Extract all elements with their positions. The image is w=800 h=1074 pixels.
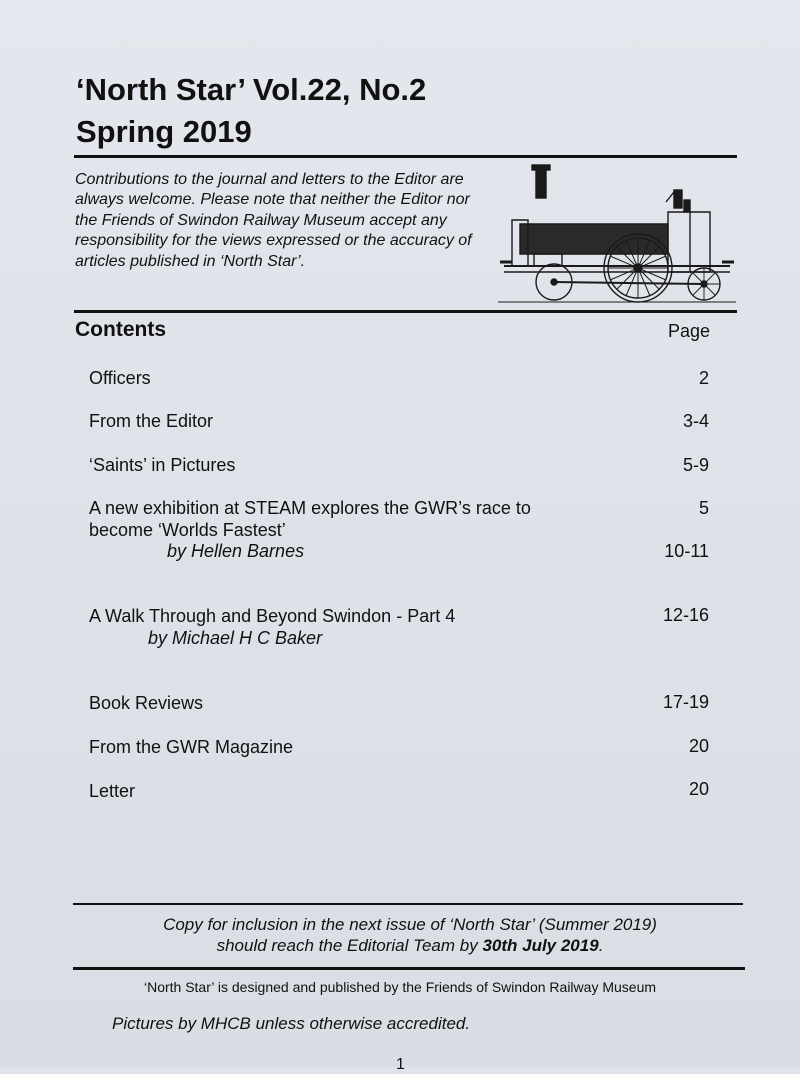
notice-top-rule <box>73 903 743 905</box>
contents-page-letter: 20 <box>688 779 709 799</box>
contents-entry-letter: Letter <box>89 781 136 801</box>
journal-title: ‘North Star’ Vol.22, No.2 <box>76 72 427 107</box>
footer-rule <box>73 967 745 970</box>
page-column-heading: Page <box>668 321 711 341</box>
intro-text: Contributions to the journal and letters to the Editor are always welcome. Please note that neither the Editor nor the Friends of Swindon Railway Museum accept any responsibility for the views expressed or the accuracy of articles published in ‘North Star’. <box>75 171 472 270</box>
contents-entry-officers: Officers <box>89 368 151 388</box>
contents-page-officers: 2 <box>698 368 709 388</box>
issue-season: Spring 2019 <box>76 114 252 149</box>
contents-entry-book-reviews: Book Reviews <box>89 693 204 713</box>
contents-author-walk-through-swindon: by Michael H C Baker <box>148 628 323 648</box>
contents-page-saints-in-pictures: 5-9 <box>682 455 709 475</box>
submission-notice <box>80 914 740 956</box>
contents-rule <box>74 310 737 313</box>
publisher-credit: ‘North Star’ is designed and published by the Friends of Swindon Railway Museum <box>143 979 657 995</box>
submission-notice-line1: Copy for inclusion in the next issue of ‘North Star’ (Summer 2019) <box>163 915 657 934</box>
contents-page-book-reviews: 17-19 <box>662 692 709 712</box>
submission-deadline: 30th July 2019 <box>482 936 599 955</box>
contents-entry-walk-through-swindon: A Walk Through and Beyond Swindon - Part 4 <box>89 606 456 626</box>
submission-notice-line2: should reach the Editorial Team by 30th July 2019. <box>216 936 604 955</box>
contents-entry-saints-in-pictures: ‘Saints’ in Pictures <box>89 455 236 475</box>
steam-locomotive-icon <box>498 162 736 308</box>
contents-entry-exhibition: A new exhibition at STEAM explores the GWR’s race to <box>89 498 531 518</box>
title-rule <box>74 155 737 158</box>
contents-page-exhibition: 5 <box>698 498 709 518</box>
contents-entry-gwr-magazine: From the GWR Magazine <box>89 737 294 757</box>
page-number: 1 <box>396 1056 405 1073</box>
contents-page-from-the-editor: 3-4 <box>682 411 709 431</box>
picture-credit: Pictures by MHCB unless otherwise accredited. <box>112 1014 471 1033</box>
contents-entry-from-the-editor: From the Editor <box>89 411 214 431</box>
contents-author-page-exhibition: 10-11 <box>664 541 709 561</box>
contents-entry-exhibition-cont: become ‘Worlds Fastest’ <box>89 520 286 540</box>
contents-heading: Contents <box>75 318 166 341</box>
contents-page-gwr-magazine: 20 <box>688 736 709 756</box>
contents-page-walk-through-swindon: 12-16 <box>662 605 709 625</box>
contents-author-exhibition: by Hellen Barnes <box>167 541 305 561</box>
